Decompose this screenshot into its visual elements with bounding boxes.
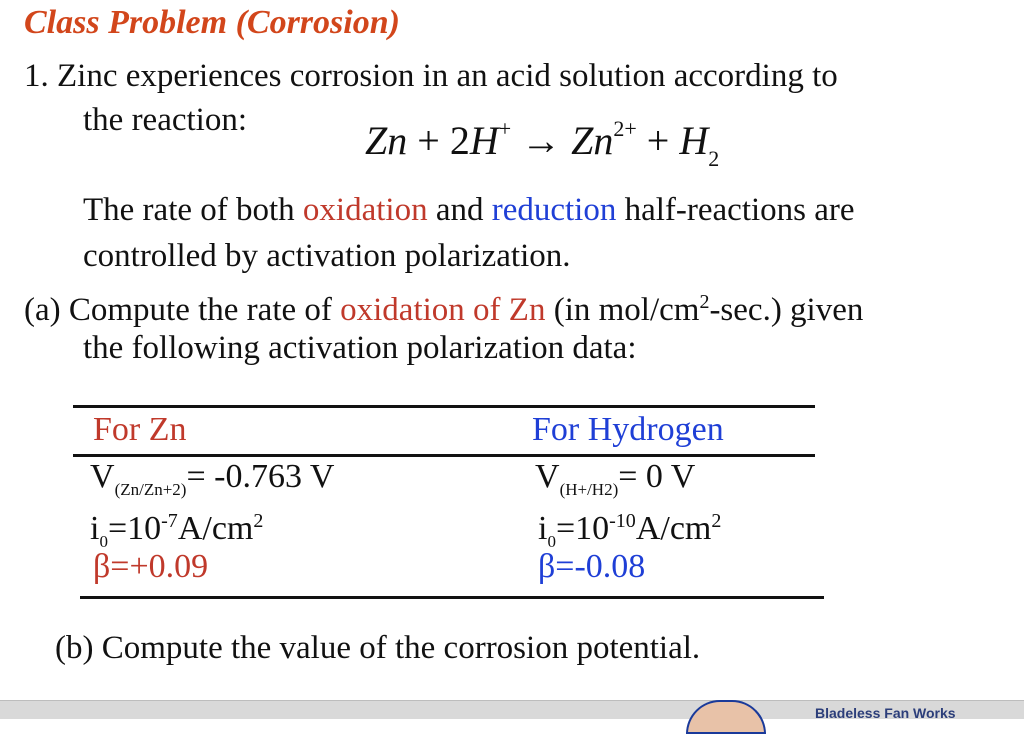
oxidation-word: oxidation <box>302 192 428 228</box>
eq-h2-sub: 2 <box>708 146 720 171</box>
h-i-sub: 0 <box>547 532 556 551</box>
part-a-line-1 <box>24 282 863 330</box>
eq-h-charge: + <box>498 116 512 141</box>
part-b: (b) Compute the value of the corrosion potential. <box>55 630 701 666</box>
h-i-unit: A/cm <box>635 510 712 547</box>
slide-title: Class Problem (Corrosion) <box>24 4 400 41</box>
h-i-exp: -10 <box>609 510 636 532</box>
zn-i-symbol: i <box>90 510 100 547</box>
eq-zn: Zn <box>365 118 408 163</box>
h-i-unit-exp: 2 <box>711 510 722 532</box>
zn-v-sub: (Zn/Zn+2) <box>114 480 187 499</box>
hydrogen-header: For Hydrogen <box>532 411 724 448</box>
rate-line-2: controlled by activation polarization. <box>83 238 571 274</box>
h-v-sub: (H+/H2) <box>559 480 619 499</box>
eq-zn-ion: Zn <box>571 118 614 163</box>
zn-v-symbol: V <box>90 458 115 495</box>
footer-logo-text: Bladeless Fan Works <box>815 705 956 721</box>
eq-plus-1: + <box>417 118 440 163</box>
h-i-symbol: i <box>538 510 548 547</box>
part-a-line-2: the following activation polarization data: <box>83 330 637 366</box>
rate-text-1: The rate of both <box>83 192 303 228</box>
rate-text-3: half-reactions are <box>616 192 855 228</box>
table-header-rule <box>73 454 815 457</box>
zn-i-unit: A/cm <box>177 510 254 547</box>
part-a-text-2: (in mol/cm <box>545 292 700 328</box>
table-top-rule <box>73 405 815 408</box>
eq-arrow: → <box>521 118 562 163</box>
h-i-value: =10 <box>555 510 610 547</box>
zn-i-sub: 0 <box>99 532 108 551</box>
eq-h2: H <box>679 118 709 163</box>
rate-text-2: and <box>427 192 492 228</box>
reduction-word: reduction <box>491 192 617 228</box>
eq-h-coef: 2 <box>449 118 470 163</box>
reaction-equation <box>365 116 719 172</box>
part-a-text-3: -sec.) given <box>709 292 864 328</box>
part-a-text-1: (a) Compute the rate of <box>24 292 341 328</box>
eq-zn-charge: 2+ <box>613 116 637 141</box>
hydrogen-beta: β=-0.08 <box>538 548 646 585</box>
zn-i-exp: -7 <box>161 510 178 532</box>
h-v-symbol: V <box>535 458 560 495</box>
problem-line-1: 1. Zinc experiences corrosion in an acid solution according to <box>24 58 838 94</box>
eq-h: H <box>469 118 499 163</box>
table-bottom-rule <box>80 596 824 599</box>
zn-beta: β=+0.09 <box>93 548 209 585</box>
eq-plus-2: + <box>646 118 670 163</box>
oxidation-of-zn: oxidation of Zn <box>340 292 546 328</box>
zn-i-value: =10 <box>107 510 162 547</box>
problem-line-2: the reaction: <box>83 102 248 138</box>
rate-line-1 <box>83 190 855 230</box>
zn-v-value: = -0.763 V <box>186 458 335 495</box>
zn-header: For Zn <box>93 411 187 448</box>
zn-i-unit-exp: 2 <box>253 510 264 532</box>
part-a-exponent: 2 <box>699 291 710 313</box>
h-v-value: = 0 V <box>618 458 696 495</box>
